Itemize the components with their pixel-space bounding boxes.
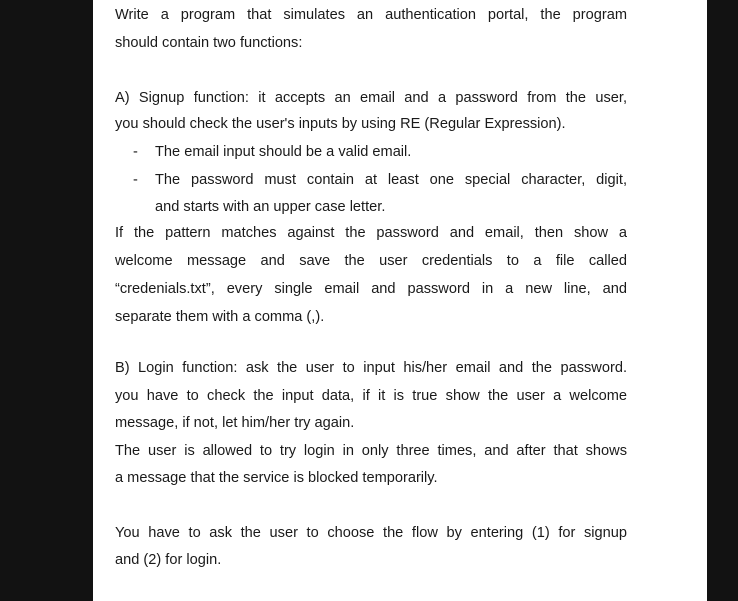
bullet-marker-2: - xyxy=(133,172,138,188)
login-line-4: The user is allowed to try login in only three times, and after that shows xyxy=(115,443,627,459)
signup-line-2: you should check the user's inputs by using RE (Regular Expression). xyxy=(115,116,566,132)
document-page xyxy=(93,0,707,601)
login-line-2: you have to check the input data, if it is true show the user a welcome xyxy=(115,388,627,404)
flow-line-1: You have to ask the user to choose the flow by entering (1) for signup xyxy=(115,525,627,541)
bullet-email: The email input should be a valid email. xyxy=(155,144,412,160)
bullet-password-line-1: The password must contain at least one special character, digit, xyxy=(155,172,627,188)
bullet-password-line-2: and starts with an upper case letter. xyxy=(155,199,386,215)
intro-line-2: should contain two functions: xyxy=(115,35,303,51)
login-line-1: B) Login function: ask the user to input his/her email and the password. xyxy=(115,360,627,376)
intro-line-1: Write a program that simulates an authentication portal, the program xyxy=(115,7,627,23)
flow-line-2: and (2) for login. xyxy=(115,552,222,568)
match-line-1: If the pattern matches against the password and email, then show a xyxy=(115,225,627,241)
bullet-marker-1: - xyxy=(133,144,138,160)
signup-line-1: A) Signup function: it accepts an email and a password from the user, xyxy=(115,90,627,106)
match-line-3: “credenials.txt”, every single email and password in a new line, and xyxy=(115,281,627,297)
match-line-4: separate them with a comma (,). xyxy=(115,309,325,325)
login-line-3: message, if not, let him/her try again. xyxy=(115,415,355,431)
match-line-2: welcome message and save the user credentials to a file called xyxy=(115,253,627,269)
login-line-5: a message that the service is blocked temporarily. xyxy=(115,470,438,486)
